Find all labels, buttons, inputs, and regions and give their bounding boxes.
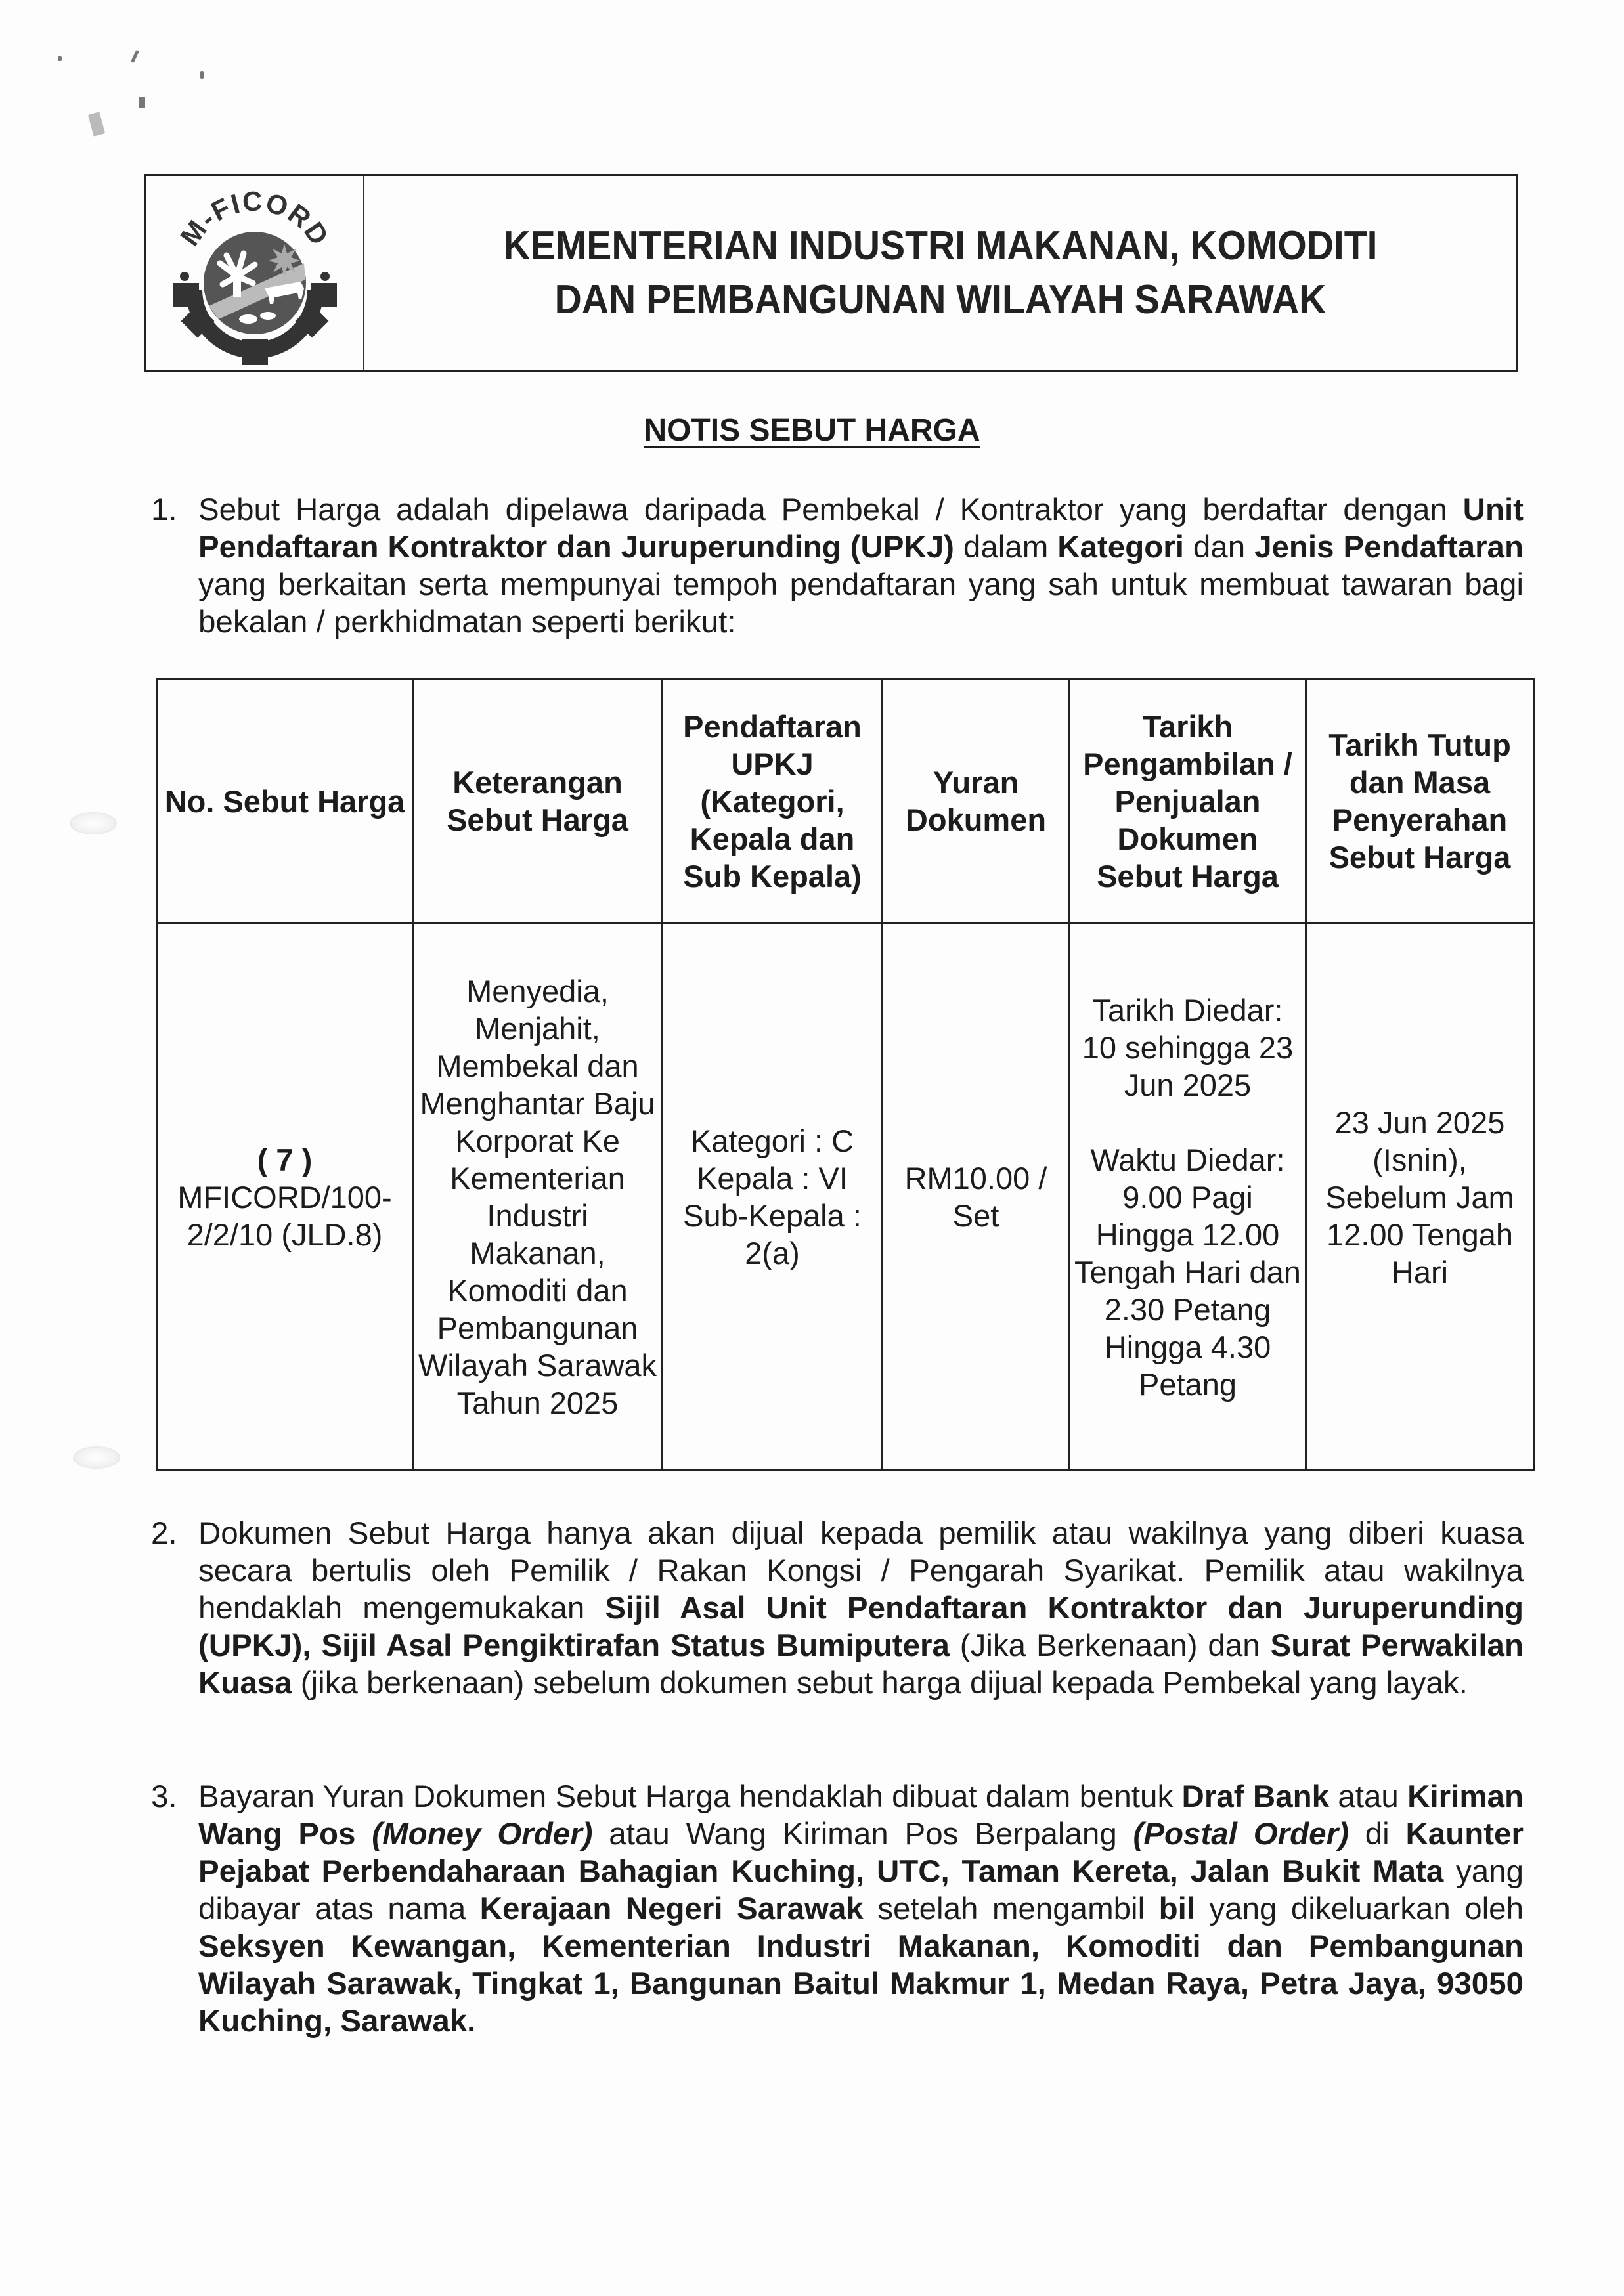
col-header-tarikh-pengambilan: Tarikh Pengambilan / Penjualan Dokumen Sebut Harga — [1070, 679, 1306, 924]
cell-tarikh-tutup: 23 Jun 2025 (Isnin), Sebelum Jam 12.00 Tengah Hari — [1306, 924, 1534, 1471]
paragraph-body: Dokumen Sebut Harga hanya akan dijual kepada pemilik atau wakilnya yang diberi kuasa secara bertulis oleh Pemilik / Rakan Kongsi / Pengarah Syarikat. Pemilik atau wakilnya hendaklah mengemukakan Sijil Asal Unit Pendaftaran Kontraktor dan Juruperunding (UPKJ), Sijil Asal Pengiktirafan Status Bumiputera (Jika Berkenaan) dan Surat Perwakilan Kuasa (jika berkenaan) sebelum dokumen sebut harga dijual kepada Pembekal yang layak. — [198, 1516, 1524, 1700]
paragraph-body: Sebut Harga adalah dipelawa daripada Pembekal / Kontraktor yang berdaftar dengan Unit Pendaftaran Kontraktor dan Juruperunding (UPKJ) dalam Kategori dan Jenis Pendaftaran yang berkaitan serta mempunyai tempoh pendaftaran yang sah untuk membuat tawaran bagi bekalan / perkhidmatan seperti berikut: — [198, 492, 1524, 639]
cell-keterangan: Menyedia, Menjahit, Membekal dan Menghantar Baju Korporat Ke Kementerian Industri Makanan, Komoditi dan Pembangunan Wilayah Sarawak Tahun 2025 — [413, 924, 663, 1471]
col-header-yuran: Yuran Dokumen — [883, 679, 1070, 924]
scan-speck — [131, 50, 139, 63]
paragraph-number: 2. — [151, 1516, 177, 1551]
ministry-logo — [146, 176, 364, 370]
col-header-keterangan: Keterangan Sebut Harga — [413, 679, 663, 924]
table-row — [157, 924, 1534, 1471]
scan-speck — [88, 112, 105, 137]
paragraph-number: 3. — [151, 1779, 177, 1814]
col-header-no: No. Sebut Harga — [157, 679, 413, 924]
cell-yuran: RM10.00 / Set — [883, 924, 1070, 1471]
svg-text:M-FICORD: M-FICORD — [174, 185, 336, 251]
quotation-index: ( 7 ) — [257, 1142, 313, 1177]
paragraph-3 — [151, 1778, 1524, 2040]
col-header-tarikh-tutup: Tarikh Tutup dan Masa Penyerahan Sebut Harga — [1306, 679, 1534, 924]
mficord-logo-icon — [160, 178, 350, 368]
cell-no — [157, 924, 413, 1471]
quotation-table — [156, 678, 1535, 1471]
punch-hole-top — [70, 812, 117, 834]
ministry-name-line2: DAN PEMBANGUNAN WILAYAH SARAWAK — [554, 277, 1327, 322]
notice-title: NOTIS SEBUT HARGA — [644, 413, 980, 448]
punch-hole-bottom — [73, 1446, 120, 1469]
ministry-name-line1: KEMENTERIAN INDUSTRI MAKANAN, KOMODITI — [503, 223, 1378, 269]
quotation-ref: MFICORD/100-2/2/10 (JLD.8) — [177, 1179, 392, 1252]
cell-pendaftaran: Kategori : C Kepala : VI Sub-Kepala : 2(a) — [663, 924, 883, 1471]
letterhead — [144, 174, 1518, 372]
paragraph-2 — [151, 1515, 1524, 1702]
paragraph-body: Bayaran Yuran Dokumen Sebut Harga hendaklah dibuat dalam bentuk Draf Bank atau Kiriman Wang Pos (Money Order) atau Wang Kiriman Pos Berpalang (Postal Order) di Kaunter Pejabat Perbendaharaan Bahagian Kuching, UTC, Taman Kereta, Jalan Bukit Mata yang dibayar atas nama Kerajaan Negeri Sarawak setelah mengambil bil yang dikeluarkan oleh Seksyen Kewangan, Kementerian Industri Makanan, Komoditi dan Pembangunan Wilayah Sarawak, Tingkat 1, Bangunan Baitul Makmur 1, Medan Raya, Petra Jaya, 93050 Kuching, Sarawak. — [198, 1779, 1524, 2039]
paragraph-1 — [151, 491, 1524, 641]
table-header-row — [157, 679, 1534, 924]
col-header-pendaftaran: Pendaftaran UPKJ (Kategori, Kepala dan Sub Kepala) — [663, 679, 883, 924]
scan-speck — [58, 56, 62, 61]
cell-tarikh-pengambilan: Tarikh Diedar: 10 sehingga 23 Jun 2025 Waktu Diedar: 9.00 Pagi Hingga 12.00 Tengah Hari dan 2.30 Petang Hingga 4.30 Petang — [1070, 924, 1306, 1471]
scan-speck — [139, 97, 145, 108]
ministry-name — [410, 176, 1470, 370]
paragraph-number: 1. — [151, 492, 177, 527]
scan-speck — [200, 71, 204, 79]
